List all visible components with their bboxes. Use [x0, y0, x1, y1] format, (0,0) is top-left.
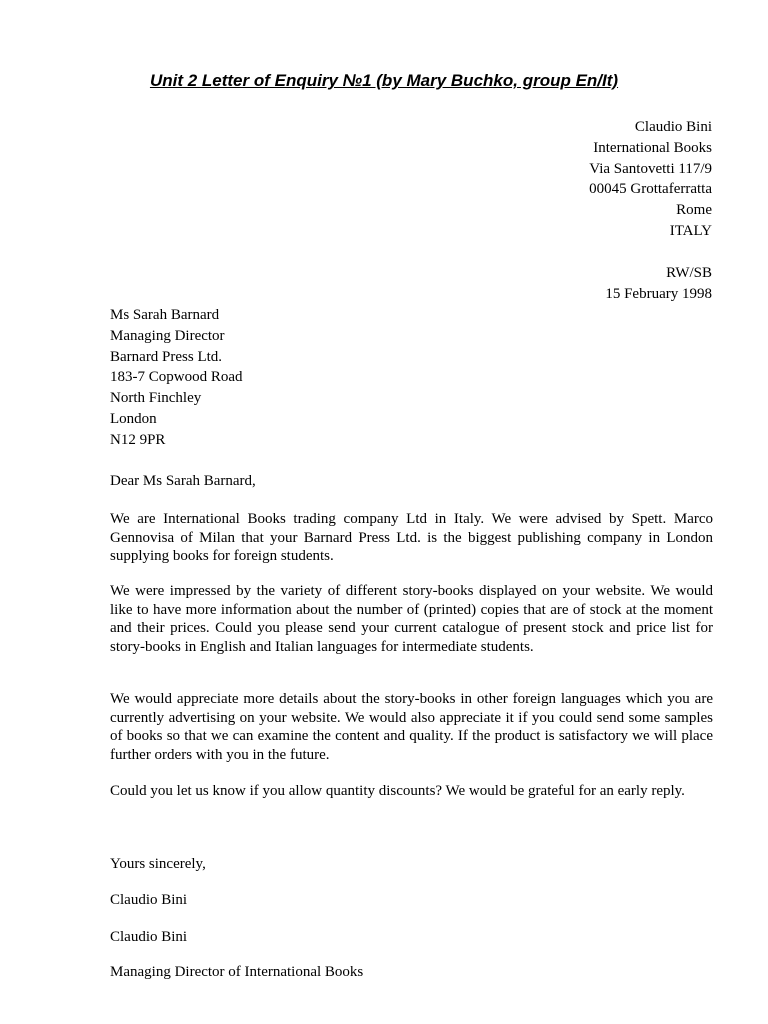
sender-address	[589, 117, 712, 242]
reference-block	[605, 263, 712, 305]
body-paragraph: We are International Books trading company Ltd in Italy. We were advised by Spett. Marco Gennovisa of Milan that your Barnard Press Ltd. is the biggest publishing company in London supplying books for foreign students.	[110, 511, 713, 565]
closing: Yours sincerely,	[110, 856, 206, 872]
signatory-title: Managing Director of International Books	[110, 964, 364, 980]
signature: Claudio Bini	[110, 892, 188, 908]
recipient-city: London	[110, 410, 157, 427]
recipient-area: North Finchley	[110, 390, 202, 407]
sender-city: 00045 Grottaferratta	[589, 181, 712, 198]
document-title: Unit 2 Letter of Enquiry №1 (by Mary Buchko, group En/It)	[149, 71, 619, 90]
recipient-address	[110, 305, 243, 451]
body-paragraph: We were impressed by the variety of different story-books displayed on your website. We would like to have more information about the number of (printed) copies that are of stock at the moment and their prices. Could you please send your current catalogue of present stock and price list for story-books in English and Italian languages for intermediate students.	[110, 583, 713, 655]
recipient-street: 183-7 Copwood Road	[110, 369, 243, 386]
recipient-name: Ms Sarah Barnard	[110, 307, 220, 323]
reference-code: RW/SB	[666, 265, 712, 281]
body-paragraph: We would appreciate more details about the story-books in other foreign languages which you are currently advertising on your website. We would also appreciate it if you could send some samples of books so that we can examine the content and quality. If the product is satisfactory we will place further orders with you in the future.	[110, 691, 713, 763]
body-paragraph: Could you let us know if you allow quantity discounts? We would be grateful for an early reply.	[110, 783, 685, 799]
recipient-position: Managing Director	[110, 327, 225, 344]
sender-street: Via Santovetti 117/9	[589, 160, 712, 177]
sender-country: ITALY	[669, 222, 712, 239]
salutation: Dear Ms Sarah Barnard,	[110, 473, 256, 489]
sender-company: International Books	[593, 139, 712, 156]
sender-region: Rome	[676, 202, 712, 219]
sender-name: Claudio Bini	[634, 119, 712, 135]
letter-date: 15 February 1998	[605, 285, 712, 302]
signatory-name: Claudio Bini	[110, 929, 188, 945]
recipient-postcode: N12 9PR	[110, 431, 166, 448]
recipient-company: Barnard Press Ltd.	[110, 348, 223, 365]
